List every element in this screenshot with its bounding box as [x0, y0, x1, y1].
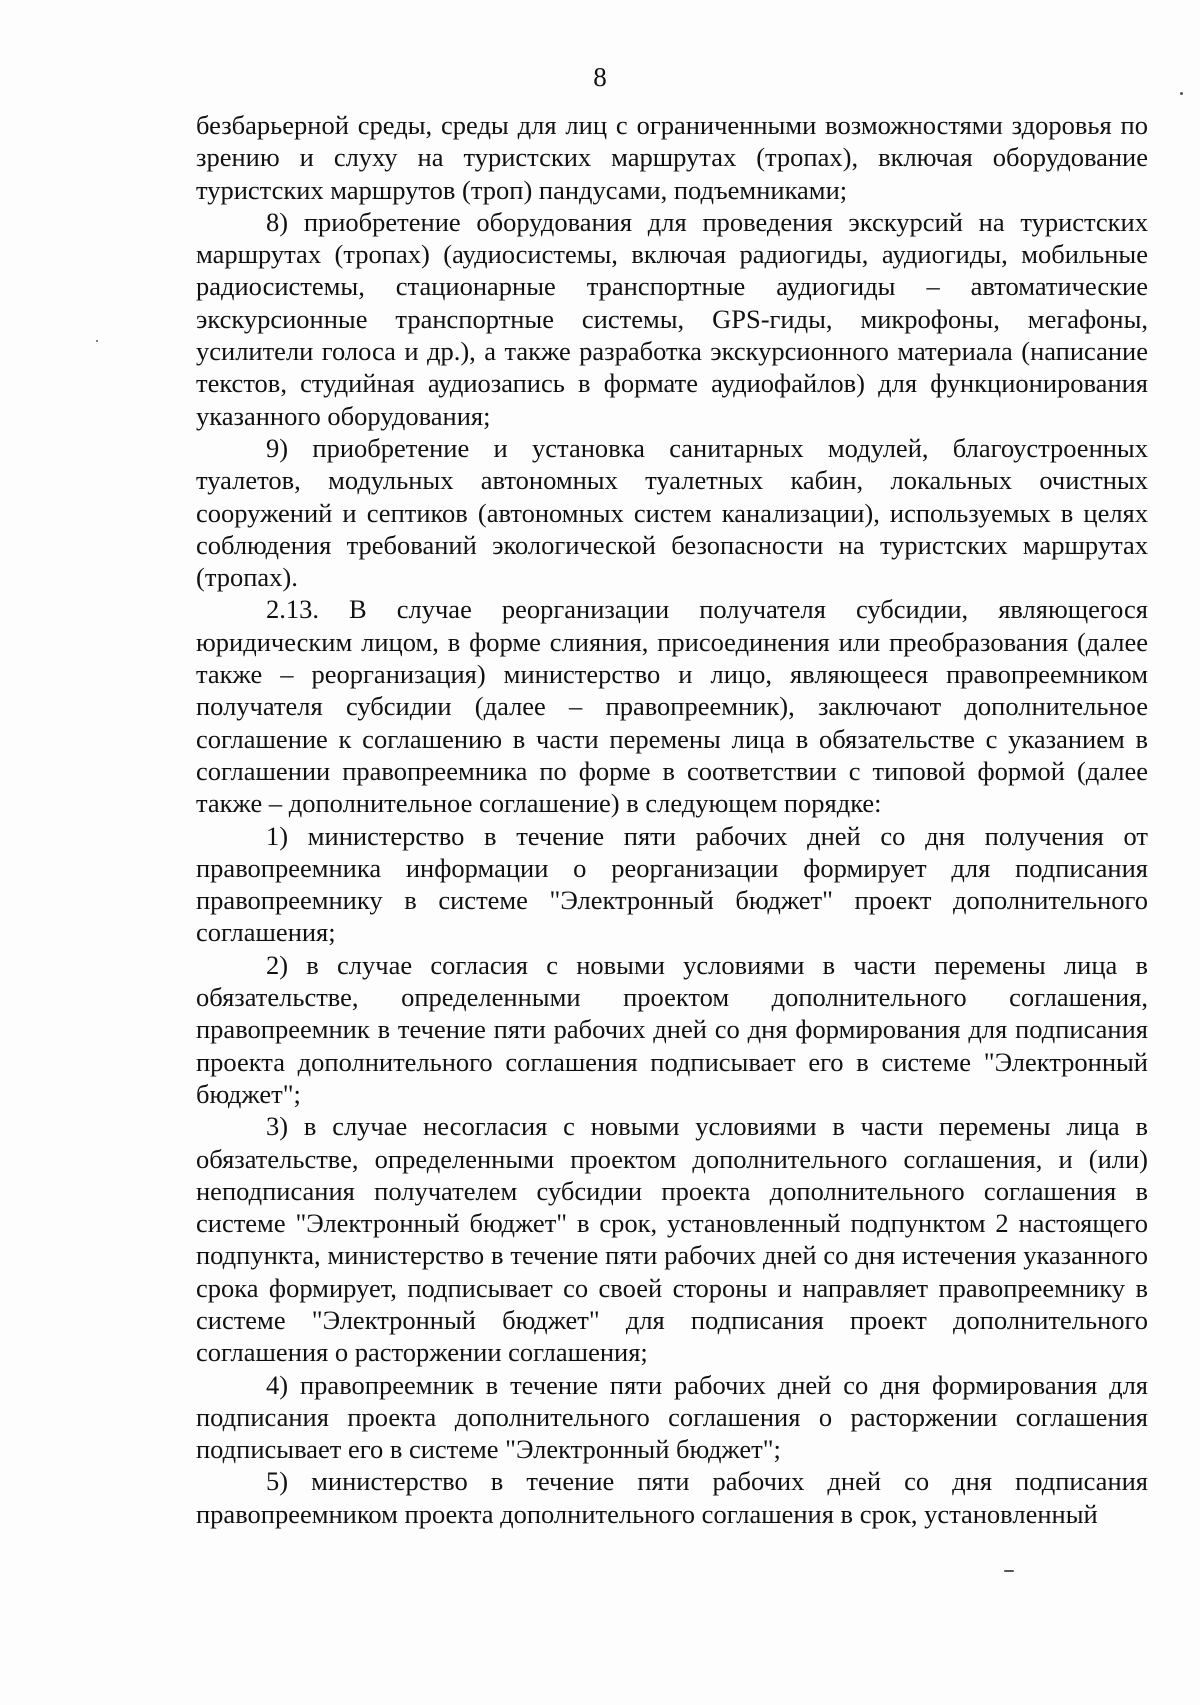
document-body — [196, 109, 1148, 1530]
paragraph-section-2-13: 2.13. В случае реорганизации получателя субсидии, являющегося юридическим лицом, в форме слияния, присоединения или преобразования (далее также – реорганизация) министерство и лицо, являющееся правопреемником получателя субсидии (далее – правопреемник), заключают дополнительное соглашение к соглашению в части перемены лица в обязательстве с указанием в соглашении правопреемника по форме в соответствии с типовой формой (далее также – дополнительное соглашение) в следующем порядке: — [196, 594, 1148, 819]
paragraph-subitem-5: 5) министерство в течение пяти рабочих дней со дня подписания правопреемником проекта дополнительного соглашения в срок, установленный — [196, 1466, 1148, 1529]
scan-speck — [1004, 1570, 1014, 1572]
scan-speck — [1180, 92, 1183, 95]
paragraph-subitem-3: 3) в случае несогласия с новыми условиями в части перемены лица в обязательстве, определенными проектом дополнительного соглашения, и (или) неподписания получателем субсидии проекта дополнительного соглашения в системе "Электронный бюджет" в срок, установленный подпунктом 2 настоящего подпункта, министерство в течение пяти рабочих дней со дня истечения указанного срока формирует, подписывает со своей стороны и направляет правопреемнику в системе "Электронный бюджет" для подписания проект дополнительного соглашения о расторжении соглашения; — [196, 1111, 1148, 1368]
paragraph-subitem-1: 1) министерство в течение пяти рабочих дней со дня получения от правопреемника информации о реорганизации формирует для подписания правопреемнику в системе "Электронный бюджет" проект дополнительного соглашения; — [196, 820, 1148, 948]
scan-speck — [96, 340, 98, 342]
page-number: 8 — [593, 62, 607, 92]
paragraph-subitem-4: 4) правопреемник в течение пяти рабочих дней со дня формирования для подписания проекта дополнительного соглашения о расторжении соглашения подписывает его в системе "Электронный бюджет"; — [196, 1369, 1148, 1465]
paragraph-continuation: безбарьерной среды, среды для лиц с ограниченными возможностями здоровья по зрению и слуху на туристских маршрутах (тропах), включая оборудование туристских маршрутов (троп) пандусами, подъемниками; — [196, 110, 1148, 205]
paragraph-item-8: 8) приобретение оборудования для проведения экскурсий на туристских маршрутах (тропах) (аудиосистемы, включая радиогиды, аудиогиды, мобильные радиосистемы, стационарные транспортные аудиогиды – автоматические экскурсионные транспортные системы, GPS-гиды, микрофоны, мегафоны, усилители голоса и др.), а также разработка экскурсионного материала (написание текстов, студийная аудиозапись в формате аудиофайлов) для функционирования указанного оборудования; — [196, 206, 1148, 431]
paragraph-item-9: 9) приобретение и установка санитарных модулей, благоустроенных туалетов, модульных автономных туалетных кабин, локальных очистных сооружений и септиков (автономных систем канализации), используемых в целях соблюдения требований экологической безопасности на туристских маршрутах (тропах). — [196, 432, 1148, 593]
paragraph-subitem-2: 2) в случае согласия с новыми условиями в части перемены лица в обязательстве, определенными проектом дополнительного соглашения, правопреемник в течение пяти рабочих дней со дня формирования для подписания проекта дополнительного соглашения подписывает его в системе "Электронный бюджет"; — [196, 949, 1148, 1109]
